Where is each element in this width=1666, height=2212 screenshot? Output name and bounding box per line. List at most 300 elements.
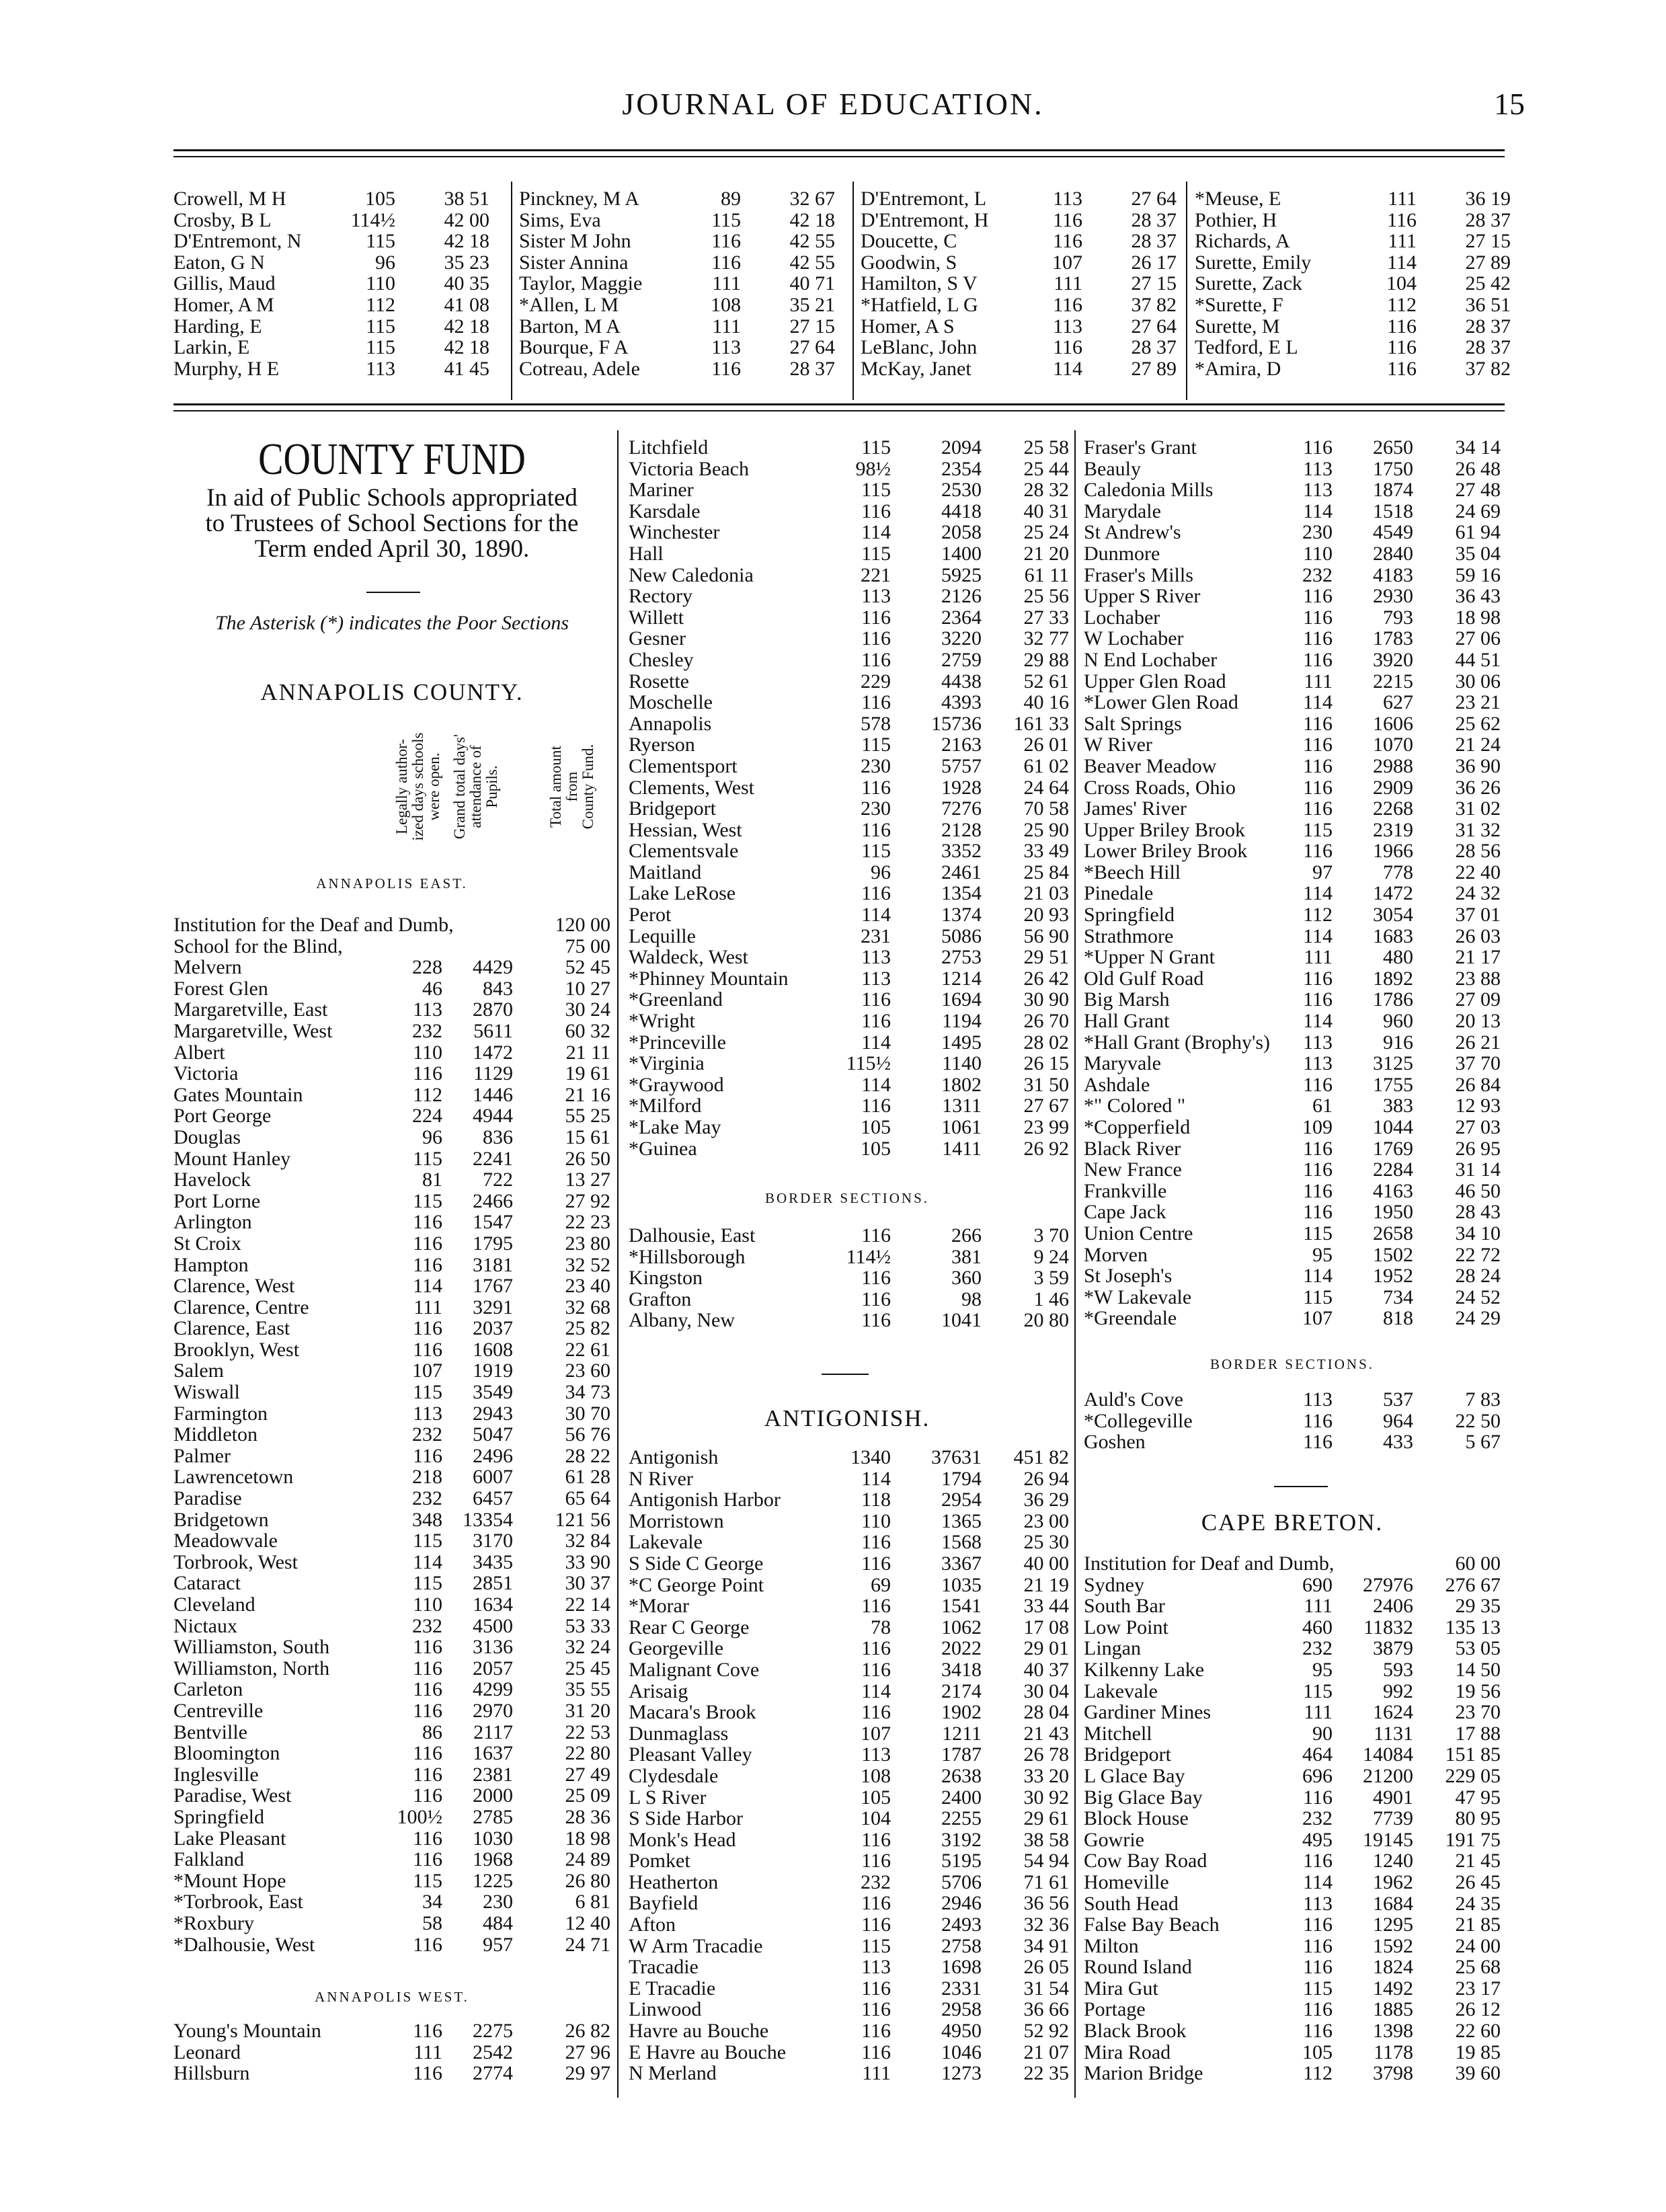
fund-amount-value: 26 12 — [1455, 1998, 1501, 2021]
attendance-value: 1919 — [473, 1359, 513, 1382]
attendance-value: 1273 — [941, 2062, 982, 2085]
fund-amount-value: 60 00 — [1455, 1552, 1501, 1575]
fund-amount-value: 13 27 — [565, 1169, 610, 1191]
amount-value: 27 64 — [1131, 315, 1177, 338]
attendance-value: 1541 — [941, 1595, 982, 1618]
days-value: 116 — [711, 357, 741, 380]
attendance-value: 2117 — [473, 1721, 513, 1743]
teacher-name: Pothier, H — [1195, 208, 1277, 231]
fund-amount-value: 28 43 — [1455, 1201, 1501, 1224]
fund-amount-value: 12 40 — [565, 1911, 610, 1934]
table-row — [173, 1743, 610, 1764]
table-row — [629, 1468, 1069, 1490]
attendance-value: 360 — [951, 1267, 982, 1290]
table-row — [173, 316, 489, 338]
attendance-value: 1046 — [941, 2041, 982, 2063]
county-fund-title: COUNTY FUND — [258, 434, 526, 485]
attendance-value: 1311 — [942, 1095, 982, 1117]
table-row — [629, 734, 1069, 756]
fund-amount-value: 26 21 — [1455, 1031, 1501, 1054]
attendance-value: 2000 — [473, 1784, 513, 1807]
section-name: Clarence, West — [173, 1275, 295, 1298]
table-row — [173, 1382, 610, 1403]
fund-amount-value: 26 80 — [565, 1869, 610, 1892]
section-name: Clements, West — [629, 776, 755, 799]
attendance-value: 1131 — [1374, 1722, 1413, 1745]
fund-amount-value: 20 80 — [1023, 1309, 1069, 1332]
days-open-value: 114 — [861, 1031, 891, 1054]
days-open-value: 105 — [861, 1137, 891, 1160]
table-row — [629, 947, 1069, 968]
days-open-value: 1340 — [850, 1446, 891, 1468]
fund-amount-value: 75 00 — [565, 935, 610, 957]
top-rule-2 — [173, 156, 1505, 157]
days-open-value: 116 — [861, 1658, 891, 1681]
fund-amount-value: 27 67 — [1023, 1095, 1069, 1117]
fund-amount-value: 22 23 — [565, 1211, 610, 1234]
table-row — [629, 1138, 1069, 1160]
table-row — [173, 1424, 610, 1446]
days-value: 115 — [366, 336, 395, 359]
fund-amount-value: 61 94 — [1455, 521, 1501, 544]
table-row — [1084, 777, 1501, 799]
table-row — [519, 316, 835, 338]
days-open-value: 116 — [1303, 1431, 1333, 1454]
days-open-value: 116 — [861, 627, 891, 650]
days-value: 111 — [1388, 188, 1417, 210]
fund-amount-value: 26 05 — [1023, 1956, 1069, 1979]
table-row — [1084, 1936, 1501, 1957]
table-row — [629, 586, 1069, 607]
fund-amount-value: 46 50 — [1455, 1179, 1501, 1202]
fund-amount-value: 27 48 — [1455, 479, 1501, 502]
days-open-value: 115 — [413, 1147, 442, 1170]
days-open-value: 116 — [1303, 585, 1333, 608]
attendance-value: 778 — [1383, 861, 1413, 883]
table-row — [629, 1723, 1069, 1745]
table-row — [519, 188, 835, 210]
fund-amount-value: 22 61 — [565, 1338, 610, 1361]
table-row — [1084, 522, 1501, 543]
amount-value: 28 37 — [1465, 208, 1511, 231]
fund-amount-value: 38 58 — [1023, 1828, 1069, 1851]
table-row — [629, 1511, 1069, 1532]
days-value: 116 — [1053, 208, 1082, 231]
table-row — [629, 1617, 1069, 1638]
days-open-value: 95 — [1312, 1658, 1333, 1681]
attendance-value: 1354 — [941, 882, 982, 905]
days-open-value: 116 — [1303, 967, 1333, 990]
section-name: St Croix — [173, 1232, 241, 1255]
top-column — [861, 188, 1177, 379]
attendance-value: 2163 — [941, 734, 982, 756]
table-row — [629, 1575, 1069, 1596]
days-value: 116 — [1387, 315, 1417, 338]
fund-amount-value: 34 91 — [1023, 1934, 1069, 1957]
section-name: *Roxbury — [173, 1911, 254, 1934]
fund-amount-value: 28 56 — [1455, 840, 1501, 863]
fund-amount-value: 60 32 — [565, 1019, 610, 1042]
attendance-value: 98 — [961, 1288, 982, 1310]
section-name: Frankville — [1084, 1179, 1167, 1202]
fund-amount-value: 54 94 — [1023, 1850, 1069, 1872]
table-row — [173, 1785, 610, 1807]
teacher-name: Cotreau, Adele — [519, 357, 640, 380]
fund-amount-value: 161 33 — [1013, 712, 1069, 735]
section-name: *Torbrook, East — [173, 1891, 303, 1913]
fund-amount-value: 31 50 — [1023, 1073, 1069, 1096]
section-name: Kingston — [629, 1267, 703, 1290]
attendance-value: 1225 — [473, 1869, 513, 1892]
days-value: 111 — [1388, 230, 1417, 253]
table-row — [173, 1913, 610, 1934]
attendance-value: 7276 — [941, 797, 982, 820]
days-value: 108 — [711, 293, 741, 316]
table-row — [629, 1095, 1069, 1117]
days-open-value: 348 — [412, 1508, 442, 1531]
table-row — [173, 914, 610, 936]
attendance-value: 381 — [951, 1245, 982, 1268]
fund-amount-value: 276 67 — [1445, 1573, 1501, 1596]
table-row — [629, 1489, 1069, 1511]
section-name: N River — [629, 1467, 693, 1490]
attendance-value: 5925 — [941, 563, 982, 586]
days-value: 110 — [366, 272, 395, 295]
attendance-value: 1041 — [941, 1309, 982, 1332]
section-name: Williamston, South — [173, 1636, 330, 1659]
section-name: Ashdale — [1084, 1073, 1150, 1096]
attendance-value: 2241 — [473, 1147, 513, 1170]
days-open-value: 107 — [1302, 1307, 1333, 1330]
attendance-value: 2970 — [473, 1699, 513, 1722]
amount-value: 27 89 — [1131, 357, 1177, 380]
amount-value: 36 19 — [1465, 188, 1511, 210]
table-row — [1195, 252, 1511, 274]
fund-amount-value: 24 35 — [1455, 1892, 1501, 1915]
table-row — [629, 1011, 1069, 1032]
amount-value: 28 37 — [1465, 336, 1511, 359]
attendance-value: 2496 — [473, 1444, 513, 1467]
attendance-value: 2466 — [473, 1189, 513, 1212]
table-row — [173, 1191, 610, 1212]
table-row — [1084, 1287, 1501, 1308]
attendance-value: 5757 — [941, 754, 982, 777]
attendance-value: 3170 — [473, 1530, 513, 1552]
days-open-value: 116 — [1303, 1158, 1333, 1181]
table-row — [629, 777, 1069, 799]
fund-amount-value: 35 04 — [1455, 542, 1501, 565]
amount-value: 27 89 — [1465, 251, 1511, 274]
section-name: Ryerson — [629, 734, 695, 756]
section-name: *Hillsborough — [629, 1245, 746, 1268]
fund-amount-value: 27 33 — [1023, 606, 1069, 629]
cape-breton-divider — [1274, 1486, 1328, 1487]
fund-amount-value: 24 64 — [1023, 776, 1069, 799]
fund-amount-value: 23 40 — [565, 1275, 610, 1298]
fund-amount-value: 24 00 — [1455, 1934, 1501, 1957]
section-name: Leonard — [173, 2041, 241, 2063]
fund-amount-value: 26 50 — [565, 1147, 610, 1170]
annapolis-border-table — [629, 1225, 1069, 1331]
days-value: 116 — [1053, 336, 1082, 359]
fund-amount-value: 25 56 — [1023, 585, 1069, 608]
table-row — [629, 756, 1069, 777]
table-row — [1084, 2020, 1501, 2042]
fund-amount-value: 32 84 — [565, 1530, 610, 1552]
section-name: Sydney — [1084, 1573, 1144, 1596]
amount-value: 25 42 — [1465, 272, 1511, 295]
days-value: 116 — [1387, 208, 1417, 231]
days-value: 112 — [366, 293, 395, 316]
table-row — [1084, 840, 1501, 862]
teacher-name: McKay, Janet — [861, 357, 971, 380]
section-name: Fraser's Grant — [1084, 436, 1197, 459]
section-name: Chesley — [629, 648, 694, 671]
days-open-value: 116 — [1303, 1850, 1333, 1872]
days-open-value: 34 — [422, 1891, 442, 1913]
fund-amount-value: 70 58 — [1023, 797, 1069, 820]
section-name: Williamston, North — [173, 1657, 330, 1680]
table-row — [1084, 1553, 1501, 1575]
fund-amount-value: 23 60 — [565, 1359, 610, 1382]
fund-amount-value: 35 55 — [565, 1678, 610, 1701]
days-open-value: 116 — [861, 648, 891, 671]
attendance-value: 2988 — [1373, 754, 1413, 777]
attendance-value: 1240 — [1373, 1850, 1413, 1872]
attendance-value: 1568 — [941, 1531, 982, 1554]
table-row — [173, 1870, 610, 1892]
attendance-value: 383 — [1383, 1095, 1413, 1117]
days-open-value: 232 — [861, 1870, 891, 1893]
attendance-value: 1874 — [1373, 479, 1413, 502]
fund-amount-value: 52 92 — [1023, 2020, 1069, 2043]
section-name: Low Point — [1084, 1616, 1168, 1638]
days-open-value: 116 — [1303, 797, 1333, 820]
days-open-value: 113 — [861, 1956, 891, 1979]
subtitle-line: to Trustees of School Sections for the — [205, 510, 579, 537]
fund-amount-value: 27 96 — [565, 2041, 610, 2063]
fund-amount-value: 26 94 — [1023, 1467, 1069, 1490]
section-name: Melvern — [173, 956, 242, 979]
table-row — [629, 989, 1069, 1011]
fund-amount-value: 24 69 — [1455, 500, 1501, 522]
section-name: Douglas — [173, 1125, 241, 1148]
section-name: *Princeville — [629, 1031, 726, 1054]
section-name: Afton — [629, 1913, 676, 1936]
section-name: Cow Bay Road — [1084, 1850, 1207, 1872]
section-name: Mitchell — [1084, 1722, 1152, 1745]
section-name: *Beech Hill — [1084, 861, 1181, 883]
days-open-value: 110 — [1303, 542, 1333, 565]
section-name: Bayfield — [629, 1892, 699, 1915]
attendance-value: 3798 — [1373, 2062, 1413, 2085]
days-open-value: 232 — [1302, 1637, 1333, 1660]
fund-amount-value: 25 90 — [1023, 818, 1069, 841]
fund-amount-value: 24 71 — [565, 1933, 610, 1956]
table-row — [1084, 1223, 1501, 1245]
fund-amount-value: 30 70 — [565, 1402, 610, 1425]
attendance-value: 3192 — [941, 1828, 982, 1851]
table-row — [629, 926, 1069, 947]
days-open-value: 116 — [861, 1010, 891, 1033]
attendance-value: 4183 — [1373, 563, 1413, 586]
fund-amount-value: 229 05 — [1445, 1764, 1501, 1787]
attendance-value: 5047 — [473, 1423, 513, 1446]
attendance-value: 1472 — [1373, 882, 1413, 905]
fund-amount-value: 6 81 — [575, 1891, 610, 1913]
attendance-value: 2400 — [941, 1786, 982, 1809]
days-open-value: 114 — [1303, 1010, 1333, 1033]
teacher-name: *Surette, F — [1195, 293, 1283, 316]
teacher-name: Eaton, G N — [173, 251, 265, 274]
amount-value: 28 37 — [1131, 336, 1177, 359]
table-row — [173, 2020, 610, 2042]
table-row — [1084, 1957, 1501, 1978]
attendance-value: 1592 — [1373, 1934, 1413, 1957]
attendance-value: 1365 — [941, 1509, 982, 1532]
days-open-value: 116 — [861, 1701, 891, 1724]
days-open-value: 232 — [1302, 563, 1333, 586]
section-name: Big Marsh — [1084, 988, 1170, 1011]
days-open-value: 116 — [1303, 1201, 1333, 1224]
days-value: 113 — [1053, 188, 1082, 210]
fund-amount-value: 33 20 — [1023, 1764, 1069, 1787]
table-row — [629, 2063, 1069, 2084]
section-name: Dunmaglass — [629, 1722, 729, 1745]
section-name: Cross Roads, Ohio — [1084, 776, 1236, 799]
days-open-value: 113 — [861, 967, 891, 990]
amount-value: 41 08 — [444, 293, 489, 316]
table-row — [629, 671, 1069, 693]
table-row — [1084, 1893, 1501, 1915]
table-row — [629, 437, 1069, 459]
attendance-value: 2364 — [941, 606, 982, 629]
attendance-value: 1608 — [473, 1338, 513, 1361]
days-open-value: 104 — [861, 1807, 891, 1830]
section-name: Grafton — [629, 1288, 692, 1310]
attendance-value: 957 — [483, 1933, 513, 1956]
amount-value: 42 55 — [789, 230, 835, 253]
days-open-value: 114 — [1303, 1265, 1333, 1288]
days-open-value: 97 — [1312, 861, 1333, 883]
section-name: *Virginia — [629, 1052, 705, 1075]
body-col-divider-1 — [617, 430, 619, 2098]
days-open-value: 113 — [1303, 479, 1333, 502]
section-name: Moschelle — [629, 691, 713, 714]
teacher-name: Surette, M — [1195, 315, 1280, 338]
table-row — [1084, 1138, 1501, 1160]
amount-value: 27 64 — [1131, 188, 1177, 210]
days-open-value: 116 — [861, 606, 891, 629]
days-open-value: 115 — [413, 1869, 442, 1892]
days-open-value: 116 — [1303, 1934, 1333, 1957]
table-row — [1084, 1723, 1501, 1745]
section-name: Lingan — [1084, 1637, 1141, 1660]
days-open-value: 116 — [413, 1338, 442, 1361]
section-name: Meadowvale — [173, 1530, 278, 1552]
attendance-value: 5195 — [941, 1850, 982, 1872]
antigonish-cont-table — [1084, 437, 1501, 1329]
fund-amount-value: 59 16 — [1455, 563, 1501, 586]
fund-amount-value: 25 24 — [1023, 521, 1069, 544]
section-name: Mira Road — [1084, 2041, 1171, 2063]
table-row — [629, 1074, 1069, 1096]
days-value: 89 — [721, 188, 741, 210]
section-name: Morristown — [629, 1509, 724, 1532]
days-open-value: 46 — [422, 977, 442, 1000]
days-open-value: 113 — [1303, 457, 1333, 480]
table-row — [1084, 586, 1501, 607]
table-row — [629, 649, 1069, 671]
table-row — [861, 231, 1177, 252]
fund-amount-value: 27 49 — [565, 1763, 610, 1786]
section-name: Arlington — [173, 1211, 252, 1234]
attendance-value: 1802 — [941, 1073, 982, 1096]
section-name: *Lower Glen Road — [1084, 691, 1238, 714]
days-open-value: 113 — [1303, 1031, 1333, 1054]
fund-amount-value: 25 09 — [565, 1784, 610, 1807]
days-value: 111 — [712, 315, 741, 338]
fund-amount-value: 29 97 — [565, 2062, 610, 2085]
days-open-value: 116 — [1303, 712, 1333, 735]
section-name: Salt Springs — [1084, 712, 1182, 735]
attendance-value: 1547 — [473, 1211, 513, 1234]
section-name: Arisaig — [629, 1680, 688, 1702]
section-name: Milton — [1084, 1934, 1139, 1957]
table-row — [629, 840, 1069, 862]
fund-amount-value: 40 31 — [1023, 500, 1069, 522]
days-open-value: 232 — [412, 1019, 442, 1042]
table-row — [629, 1225, 1069, 1247]
section-name: *Hall Grant (Brophy's) — [1084, 1031, 1271, 1054]
attendance-value: 3435 — [473, 1550, 513, 1573]
days-open-value: 116 — [861, 1224, 891, 1247]
table-row — [629, 459, 1069, 480]
attendance-value: 1966 — [1373, 840, 1413, 863]
teacher-name: Tedford, E L — [1195, 336, 1298, 359]
heading-divider — [366, 592, 420, 593]
section-name: *Upper N Grant — [1084, 946, 1215, 969]
table-row — [629, 1872, 1069, 1893]
table-row — [1084, 1389, 1501, 1411]
table-row — [173, 1446, 610, 1467]
attendance-value: 1070 — [1373, 734, 1413, 756]
attendance-value: 1400 — [941, 542, 982, 565]
section-name: Lakevale — [629, 1531, 703, 1554]
table-row — [1084, 628, 1501, 649]
attendance-value: 1795 — [473, 1232, 513, 1255]
attendance-value: 13354 — [463, 1508, 513, 1531]
section-name: New Caledonia — [629, 563, 754, 586]
teacher-name: Surette, Emily — [1195, 251, 1312, 274]
table-row — [629, 1766, 1069, 1787]
fund-amount-value: 191 75 — [1445, 1828, 1501, 1851]
days-open-value: 115 — [861, 734, 891, 756]
days-open-value: 111 — [1304, 946, 1333, 969]
table-row — [629, 1595, 1069, 1617]
table-row — [173, 1339, 610, 1361]
fund-amount-value: 37 70 — [1455, 1052, 1501, 1075]
days-open-value: 229 — [861, 670, 891, 693]
days-open-value: 118 — [861, 1489, 891, 1511]
table-row — [1084, 1787, 1501, 1809]
attendance-value: 1634 — [473, 1593, 513, 1616]
attendance-value: 3879 — [1373, 1637, 1413, 1660]
col-header-line: were open. — [426, 752, 442, 821]
fund-amount-value: 31 54 — [1023, 1977, 1069, 2000]
table-row — [173, 1509, 610, 1531]
fund-amount-value: 28 32 — [1023, 479, 1069, 502]
